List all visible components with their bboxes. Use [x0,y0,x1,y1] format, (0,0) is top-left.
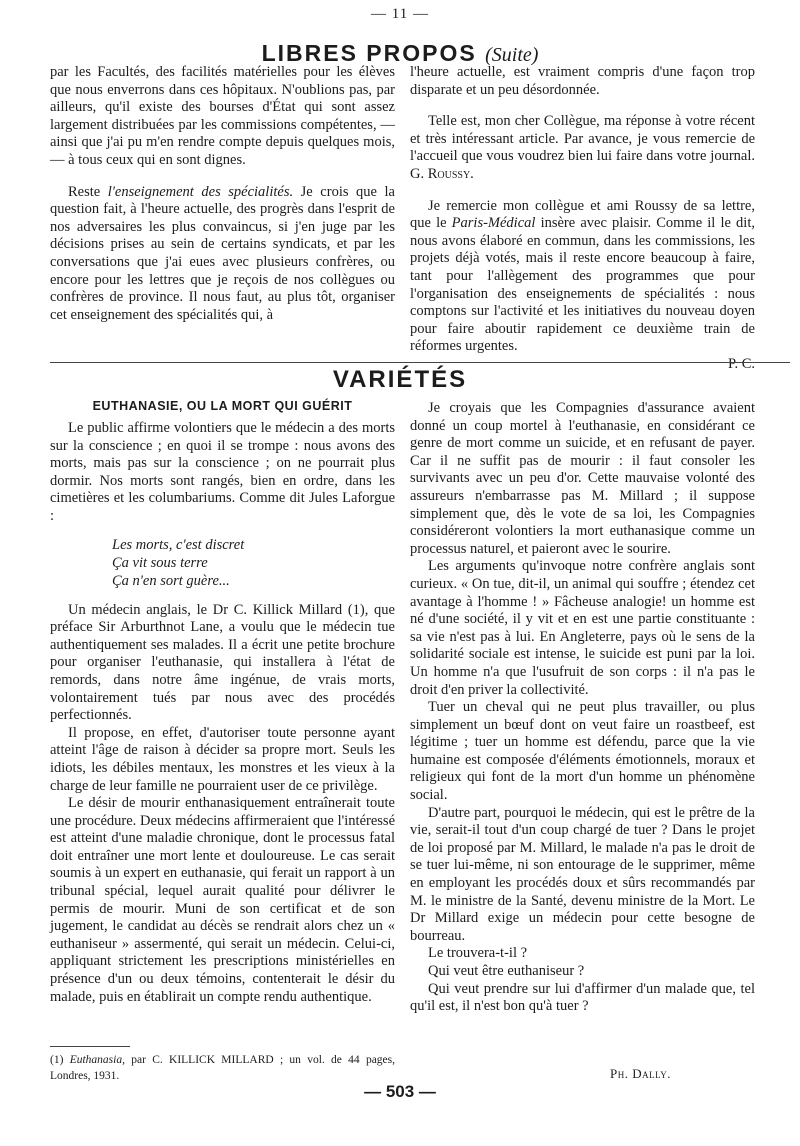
section-title: VARIÉTÉS [332,366,468,393]
paragraph: l'heure actuelle, est vraiment compris d'une façon trop disparate et un peu désordonnée. [410,64,755,98]
emphasis: l'enseignement des spécialités. [107,183,294,200]
running-head-suffix: (Suite) [485,44,539,66]
footnote-text: par C. KILLICK MILLARD ; un vol. de 44 pages, Londres, 1931. [50,1054,396,1082]
bottom-left-column [50,420,395,1006]
running-head-title: LIBRES PROPOS [261,40,477,66]
signature: G. Roussy. [410,165,474,182]
paragraph [410,198,755,356]
poem-line: Ça vit sous terre [112,554,208,571]
top-right-column [410,64,755,374]
paragraph: Un médecin anglais, le Dr C. Killick Millard (1), que préface Sir Arburthnot Lane, a voulu que le médecin tue authentiquement ses malades. Il a écrit une petite brochure pour organiser l'euthanasie, qui installera à l'état de remords, dans notre âme ingénue, de vrais morts, volontairement tués par nous avec des procédés perfectionnés. [50,601,395,724]
paragraph: Qui veut être euthaniseur ? [428,963,585,979]
paragraph [410,113,755,183]
text: Telle est, mon cher Collègue, ma réponse à votre récent et très intéressant article. Par avance, je vous remercie de l'accueil que vous voudrez bien lui faire dans votre journal. [410,113,755,165]
footnote-title: Euthanasia, [69,1054,125,1066]
paragraph: D'autre part, pourquoi le médecin, qui est le prêtre de la vie, serait-il tout d'un coup chargé de tuer ? Dans le projet de loi proposé par M. Millard, le malade n'a pas le droit de se tuer lui-même, ni son entourage de le supprimer, même en employant les procédés doux et sûrs recommandés par M. le ministre de la Santé, devenu ministre de la Mort. Le Dr Millard exige un médecin pour cette besogne de bourreau. [410,804,755,944]
top-page-number: — 11 — [371,6,429,22]
poem [112,536,395,590]
text: insère avec plaisir. Comme il le dit, nous avons élaboré en commun, dans les commissions, les projets déjà votés, mais il reste encore beaucoup à faire, tant pour l'allègement des programmes que pour l'organisation des enseignements de spécialités : nous comptons sur l'activité et les initiatives du nouveau doyen pour faire aboutir rapidement ce deuxième train de réformes urgentes. [410,215,755,355]
footnote-rule [50,1046,130,1047]
top-left-column [50,64,395,324]
bottom-right-column [410,400,755,1016]
paragraph: Qui veut prendre sur lui d'affirmer d'un malade que, tel qu'il est, il n'est bon qu'à tuer ? [410,980,755,1015]
section-divider [50,362,790,363]
paragraph: Le public affirme volontiers que le médecin a des morts sur la conscience ; en quoi il se trompe : nous avons des morts, mais pas sur la conscience ; on ne pourrait plus dormir. Nos morts sont rangés, bien en ordre, dans les cimetières et les columbariums. Comme dit Jules Laforgue : [50,420,395,524]
poem-line: Les morts, c'est discret [112,536,245,553]
paragraph: par les Facultés, des facilités matérielles pour les élèves que nous enverrons dans ces hôpitaux. N'oublions pas, par ailleurs, qu'il existe des bourses d'État qui sont assez largement distribuées par les commissions compétentes, — ainsi que j'ai pu m'en rendre compte depuis quelques mois, — à tous ceux qui en sont dignes. [50,64,395,168]
text: Je crois que la question fait, à l'heure actuelle, des progrès dans l'esprit de nos adversaires les plus convaincus, si j'en juge par les décisions prises au sein de certains syndicats, et par les conversations que j'ai eues avec plusieurs confrères, ou encore pour les lettres que je reçois de nos collègues ou confrères de province. Il nous faut, au plus tôt, organiser cet enseignement des spécialités qui, à [50,183,395,323]
bottom-page-number: — 503 — [364,1082,436,1101]
text: Reste [68,183,108,200]
footnote [50,1052,395,1084]
paragraph: Je croyais que les Compagnies d'assurance avaient donné un coup mortel à l'euthanasie, en considérant ce genre de mort comme un suicide, et en refusant de payer. Car il ne suffit pas de mourir : il faut consoler les survivants avec un peu d'or. Cette mauvaise volonté des assureurs n'embarrasse pas M. Millard ; il suppose simplement que, dès le vote de sa loi, les Compagnies considéreront volontiers la mort euthanasique comme un processus naturel, et paieront avec le sourire. [410,400,755,557]
author-signature: Ph. Dally. [610,1066,671,1081]
paragraph: Les arguments qu'invoque notre confrère anglais sont curieux. « On tue, dit-il, un animal qui souffre ; étendez cet avantage à l'homme ! » Fâcheuse analogie! un homme est né d'une société, il y vit et en est une partie constituante : sa vie n'est pas à lui. En Angleterre, pays où le sens de la solidarité sociale est intense, le suicide est puni par la loi. Un homme n'a que l'usufruit de son corps : il n'a pas le droit d'en priver la collectivité. [410,558,755,698]
signature: P. C. [727,355,755,372]
footnote-mark: (1) [50,1054,64,1066]
paragraph: Le trouvera-t-il ? [428,945,528,962]
paragraph [50,184,395,325]
text: Je remercie mon collègue et ami Roussy de sa lettre, que le [410,197,755,232]
paragraph: Le désir de mourir enthanasiquement entraînerait toute une procédure. Deux médecins affirmeraient que l'intéressé est atteint d'une maladie chronique, dont le processus fatal doit entraîner une mort lente et douloureuse. Le cas serait soumis à un expert en euthanasie, qui ferait un rapport à un tribunal spécial, lequel aurait qualité pour délivrer le permis de mourir. Muni de son certificat et de son jugement, le candidat au décès se rendrait alors chez un « euthaniseur » assermenté, qui serait un médecin. Celui-ci, appliquant strictement les prescriptions ministérielles en présence d'un ou deux témoins, contenterait le désir du malade, puis en établirait un compte rendu authentique. [50,795,395,1005]
running-head [0,40,800,67]
emphasis: Paris-Médical [451,215,536,232]
article-title: EUTHANASIE, OU LA MORT QUI GUÉRIT [92,399,353,413]
paragraph: Il propose, en effet, d'autoriser toute personne ayant atteint l'âge de raison à décider sa propre mort. Seuls les idiots, les débiles mentaux, les monstres et les vieux à la charge de leur famille ne pourraient user de ce privilège. [50,724,395,794]
poem-line: Ça n'en sort guère... [112,572,230,589]
paragraph: Tuer un cheval qui ne peut plus travailler, ou plus simplement un bœuf dont on veut faire un roastbeef, est légitime ; tuer un homme est défendu, parce que la vie humaine est composée d'éléments émotionnels, moraux et religieux qui font de la mort d'un homme un phénomène social. [410,699,755,804]
